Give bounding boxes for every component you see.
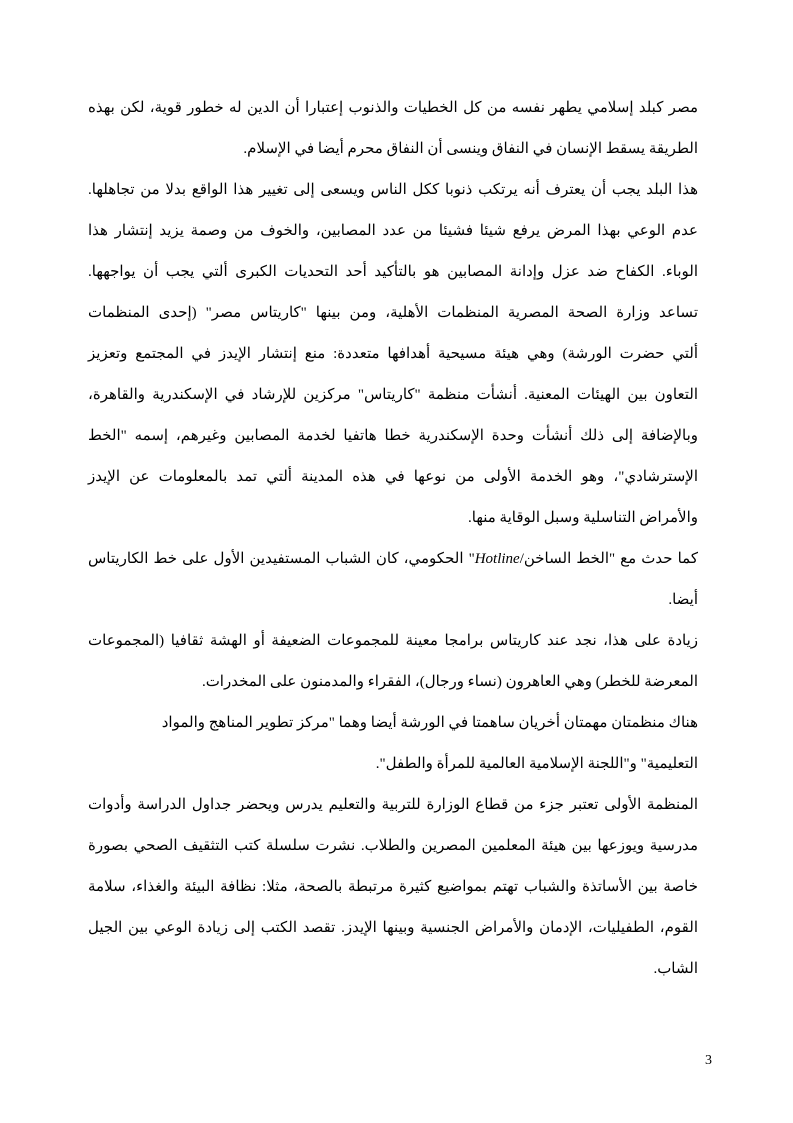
text-line-14: زيادة على هذا، نجد عند كاريتاس برامجا معينة للمجموعات الضعيفة أو الهشة ثقافيا (المجموعات <box>88 633 698 649</box>
text-line-9: وبالإضافة إلى ذلك أنشأت وحدة الإسكندرية خطا هاتفيا لخدمة المصابين وغيرهم، إسمه "الخط <box>88 428 698 444</box>
hotline-latin-word: Hotline <box>474 551 520 567</box>
text-line-4: عدم الوعي بهذا المرض يرفع شيئا فشيئا من عدد المصابين، والخوف من وصمة يزيد إنتشار هذا <box>88 223 698 239</box>
text-line-1: مصر كبلد إسلامي يطهر نفسه من كل الخطيات والذنوب إعتبارا أن الدين له خطور قوية، لكن بهذه <box>88 100 698 116</box>
hotline-prefix: كما حدث مع "الخط الساخن/ <box>519 551 698 567</box>
text-line-3: هذا البلد يجب أن يعترف أنه يرتكب ذنوبا ككل الناس ويسعى إلى تغيير هذا الواقع بدلا من تجاهلها. <box>88 182 698 198</box>
page-number: 3 <box>705 1053 712 1068</box>
text-line-15: المعرضة للخطر) وهي العاهرون (نساء ورجال)، الفقراء والمدمنون على المخدرات. <box>201 674 698 690</box>
text-line-8: التعاون بين الهيئات المعنية. أنشأت منظمة "كاريتاس" مركزين للإرشاد في الإسكندرية والقاهرة، <box>88 387 698 403</box>
text-line-13: أيضا. <box>668 592 698 608</box>
text-line-10: الإسترشادي"، وهو الخدمة الأولى من نوعها في هذه المدينة ألتي تمد بالمعلومات عن الإيدز <box>88 469 698 485</box>
text-line-5: الوباء. الكفاح ضد عزل وإدانة المصابين هو بالتأكيد أحد التحديات الكبرى ألتي يجب أن يواجهها. <box>88 264 698 280</box>
text-line-18: المنظمة الأولى تعتبر جزء من قطاع الوزارة للتربية والتعليم يدرس ويحضر جداول الدراسة وأدوات <box>88 797 698 813</box>
text-line-7: ألتي حضرت الورشة) وهي هيئة مسيحية أهدافها متعددة: منع إنتشار الإيدز في المجتمع وتعزيز <box>88 346 698 362</box>
text-line-2: الطريقة يسقط الإنسان في النفاق وينسى أن النفاق محرم أيضا في الإسلام. <box>243 141 698 157</box>
text-line-6: تساعد وزارة الصحة المصرية المنظمات الأهلية، ومن بينها "كاريتاس مصر" (إحدى المنظمات <box>88 305 698 321</box>
text-line-21: القوم، الطفيليات، الإدمان والأمراض الجنسية وبينها الإيدز. تقصد الكتب إلى زيادة الوعي بين الجيل <box>88 920 698 936</box>
text-line-22: الشاب. <box>653 961 698 977</box>
text-line-19: مدرسية ويوزعها بين هيئة المعلمين المصرين والطلاب. نشرت سلسلة كتب التثقيف الصحي بصورة <box>88 838 698 854</box>
text-line-16: هناك منظمتان مهمتان أخريان ساهمتا في الورشة أيضا وهما "مركز تطوير المناهج والمواد <box>161 715 698 731</box>
body-text <box>88 88 698 990</box>
text-line-17: التعليمية" و"اللجنة الإسلامية العالمية للمرأة والطفل". <box>375 756 698 772</box>
text-line-11: والأمراض التناسلية وسبل الوقاية منها. <box>468 510 698 526</box>
text-line-12-hotline <box>88 539 698 580</box>
hotline-suffix: " الحكومي، كان الشباب المستفيدين الأول على خط الكاريتاس <box>88 551 475 567</box>
text-line-20: خاصة بين الأساتذة والشباب تهتم بمواضيع كثيرة مرتبطة بالصحة، مثلا: نظافة البيئة والغذاء، سلامة <box>88 879 698 895</box>
